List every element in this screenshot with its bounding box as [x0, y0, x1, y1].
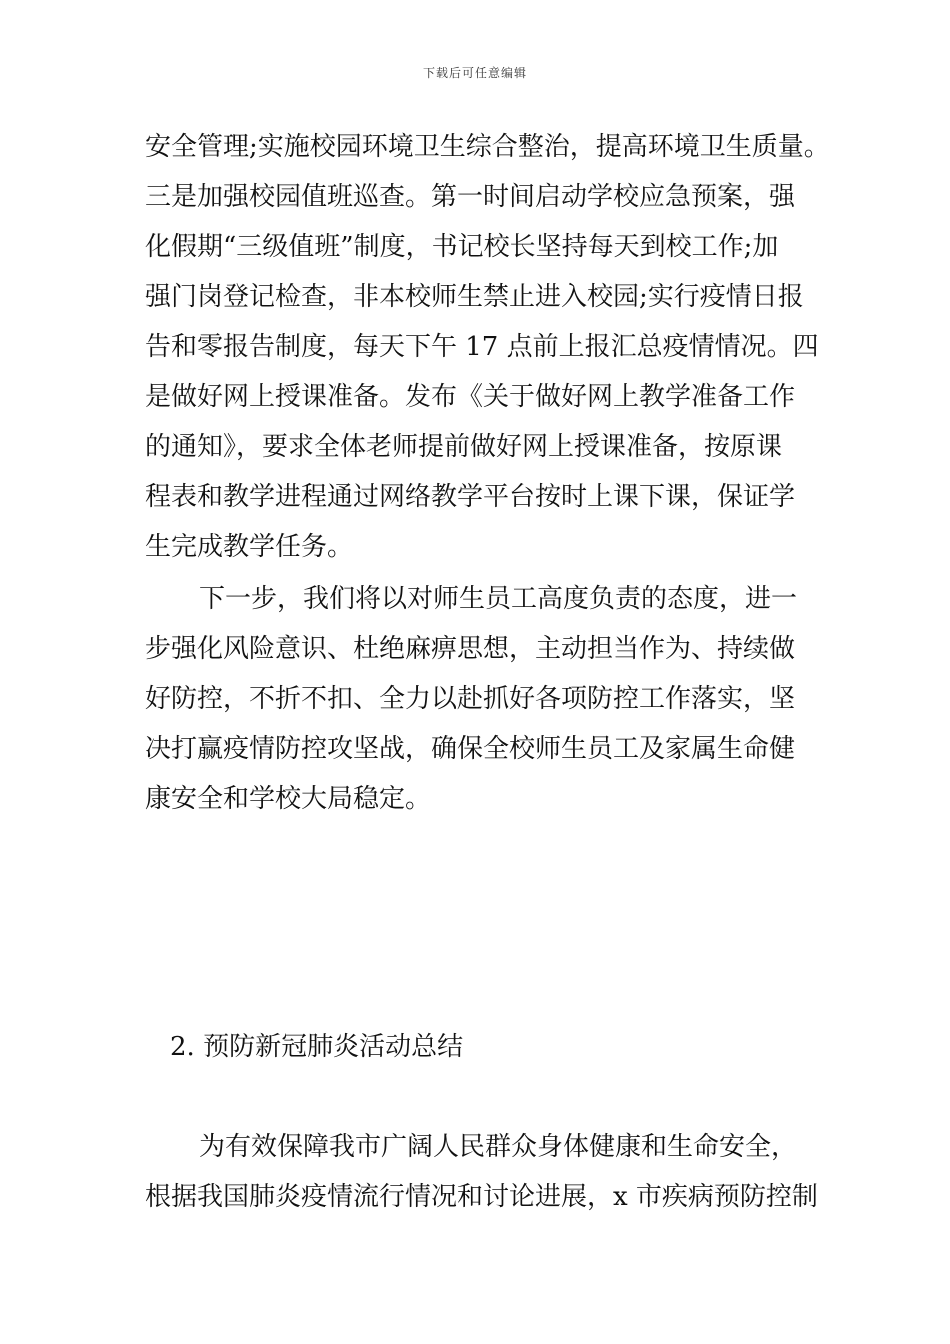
paragraph-line: 步强化风险意识、杜绝麻痹思想，主动担当作为、持续做: [145, 634, 796, 664]
paragraph-line: 的通知》，要求全体老师提前做好网上授课准备，按原课: [145, 432, 783, 462]
paragraph-line: 生完成教学任务。: [145, 532, 354, 562]
paragraph-line: 强门岗登记检查，非本校师生禁止进入校园;实行疫情日报: [145, 282, 804, 312]
page-header: 下载后可任意编辑: [422, 66, 527, 80]
paragraph-line: 根据我国肺炎疫情流行情况和讨论进展，x 市疾病预防控制: [145, 1182, 818, 1212]
paragraph-1: [145, 122, 830, 572]
paragraph-line: 康安全和学校大局稳定。: [145, 784, 432, 814]
section-heading: 2. 预防新冠肺炎活动总结: [170, 1032, 464, 1062]
paragraph-line: 程表和教学进程通过网络教学平台按时上课下课，保证学: [145, 482, 796, 512]
paragraph-line: 三是加强校园值班巡查。第一时间启动学校应急预案，强: [145, 182, 796, 212]
paragraph-line: 好防控，不折不扣、全力以赴抓好各项防控工作落实，坚: [145, 684, 796, 714]
paragraph-line: 化假期“三级值班”制度，书记校长坚持每天到校工作;加: [145, 232, 779, 262]
paragraph-line: 决打赢疫情防控攻坚战，确保全校师生员工及家属生命健: [145, 734, 796, 764]
paragraph-line: 下一步，我们将以对师生员工高度负责的态度，进一: [199, 584, 798, 614]
paragraph-3: [145, 1122, 818, 1222]
paragraph-2: [145, 574, 815, 824]
paragraph-line: 告和零报告制度，每天下午 17 点前上报汇总疫情情况。四: [145, 332, 819, 362]
paragraph-line: 是做好网上授课准备。发布《关于做好网上教学准备工作: [145, 382, 796, 412]
paragraph-line: 安全管理;实施校园环境卫生综合整治，提高环境卫生质量。: [145, 132, 830, 162]
paragraph-line: 为有效保障我市广阔人民群众身体健康和生命安全，: [199, 1132, 798, 1162]
